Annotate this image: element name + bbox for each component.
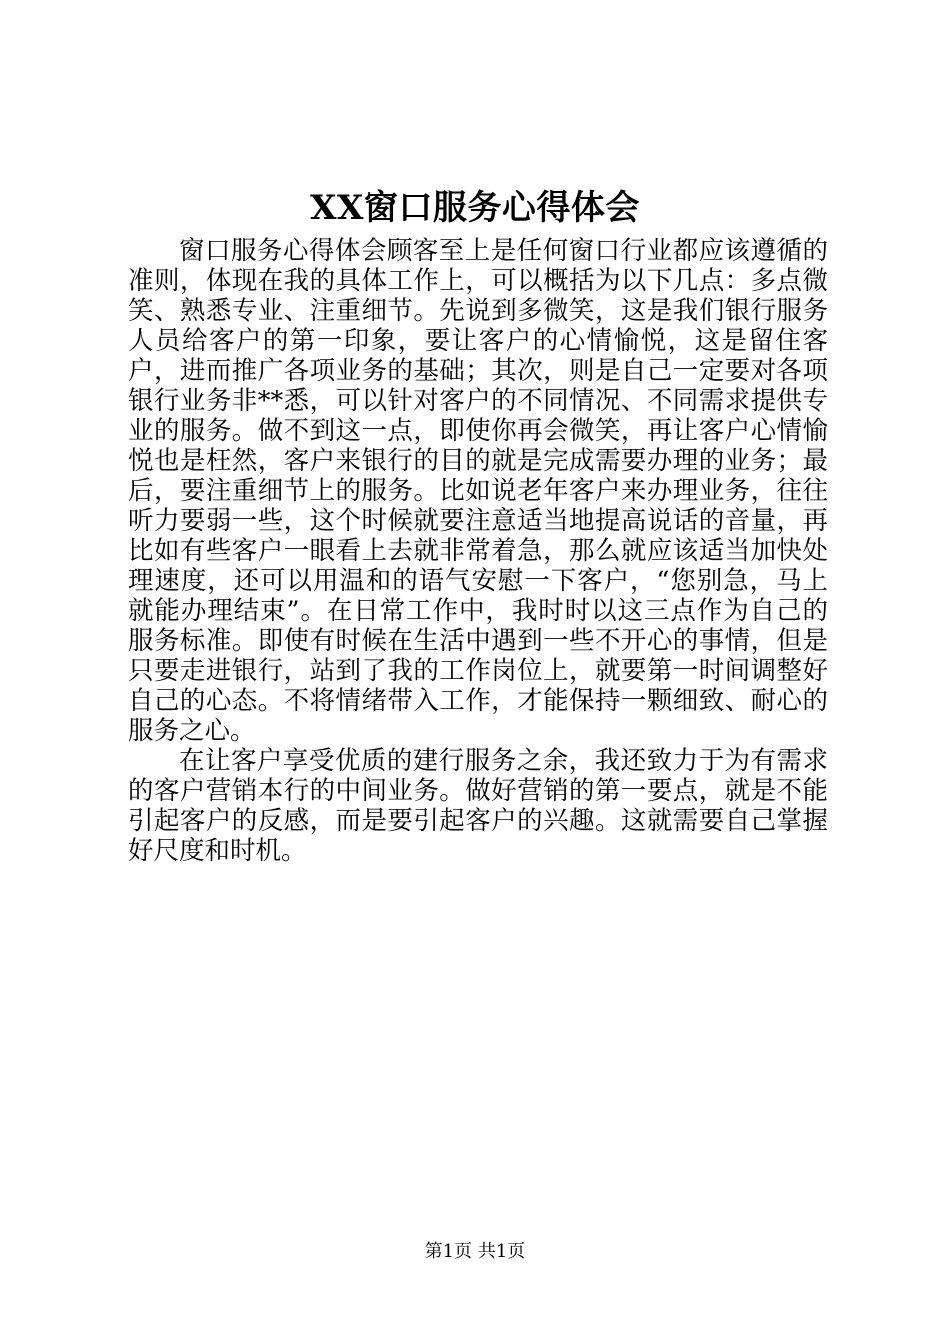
document-body xyxy=(128,236,828,866)
paragraph-1: 窗口服务心得体会顾客至上是任何窗口行业都应该遵循的准则，体现在我的具体工作上，可以概括为以下几点：多点微笑、熟悉专业、注重细节。先说到多微笑，这是我们银行服务人员给客户的第一印象，要让客户的心情愉悦，这是留住客户，进而推广各项业务的基础；其次，则是自己一定要对各项银行业务非**悉，可以针对客户的不同情况、不同需求提供专业的服务。做不到这一点，即使你再会微笑，再让客户心情愉悦也是枉然，客户来银行的目的就是完成需要办理的业务；最后，要注重细节上的服务。比如说老年客户来办理业务，往往听力要弱一些，这个时候就要注意适当地提高说话的音量，再比如有些客户一眼看上去就非常着急，那么就应该适当加快处理速度，还可以用温和的语气安慰一下客户，“您别急，马上就能办理结束”。在日常工作中，我时时以这三点作为自己的服务标准。即使有时候在生活中遇到一些不开心的事情，但是只要走进银行，站到了我的工作岗位上，就要第一时间调整好自己的心态。不将情绪带入工作，才能保持一颗细致、耐心的服务之心。 xyxy=(128,236,828,746)
paragraph-2: 在让客户享受优质的建行服务之余，我还致力于为有需求的客户营销本行的中间业务。做好营销的第一要点，就是不能引起客户的反感，而是要引起客户的兴趣。这就需要自己掌握好尺度和时机。 xyxy=(128,746,828,866)
page-footer: 第1页 共1页 xyxy=(424,1241,526,1262)
document-title: XX窗口服务心得体会 xyxy=(310,188,640,228)
